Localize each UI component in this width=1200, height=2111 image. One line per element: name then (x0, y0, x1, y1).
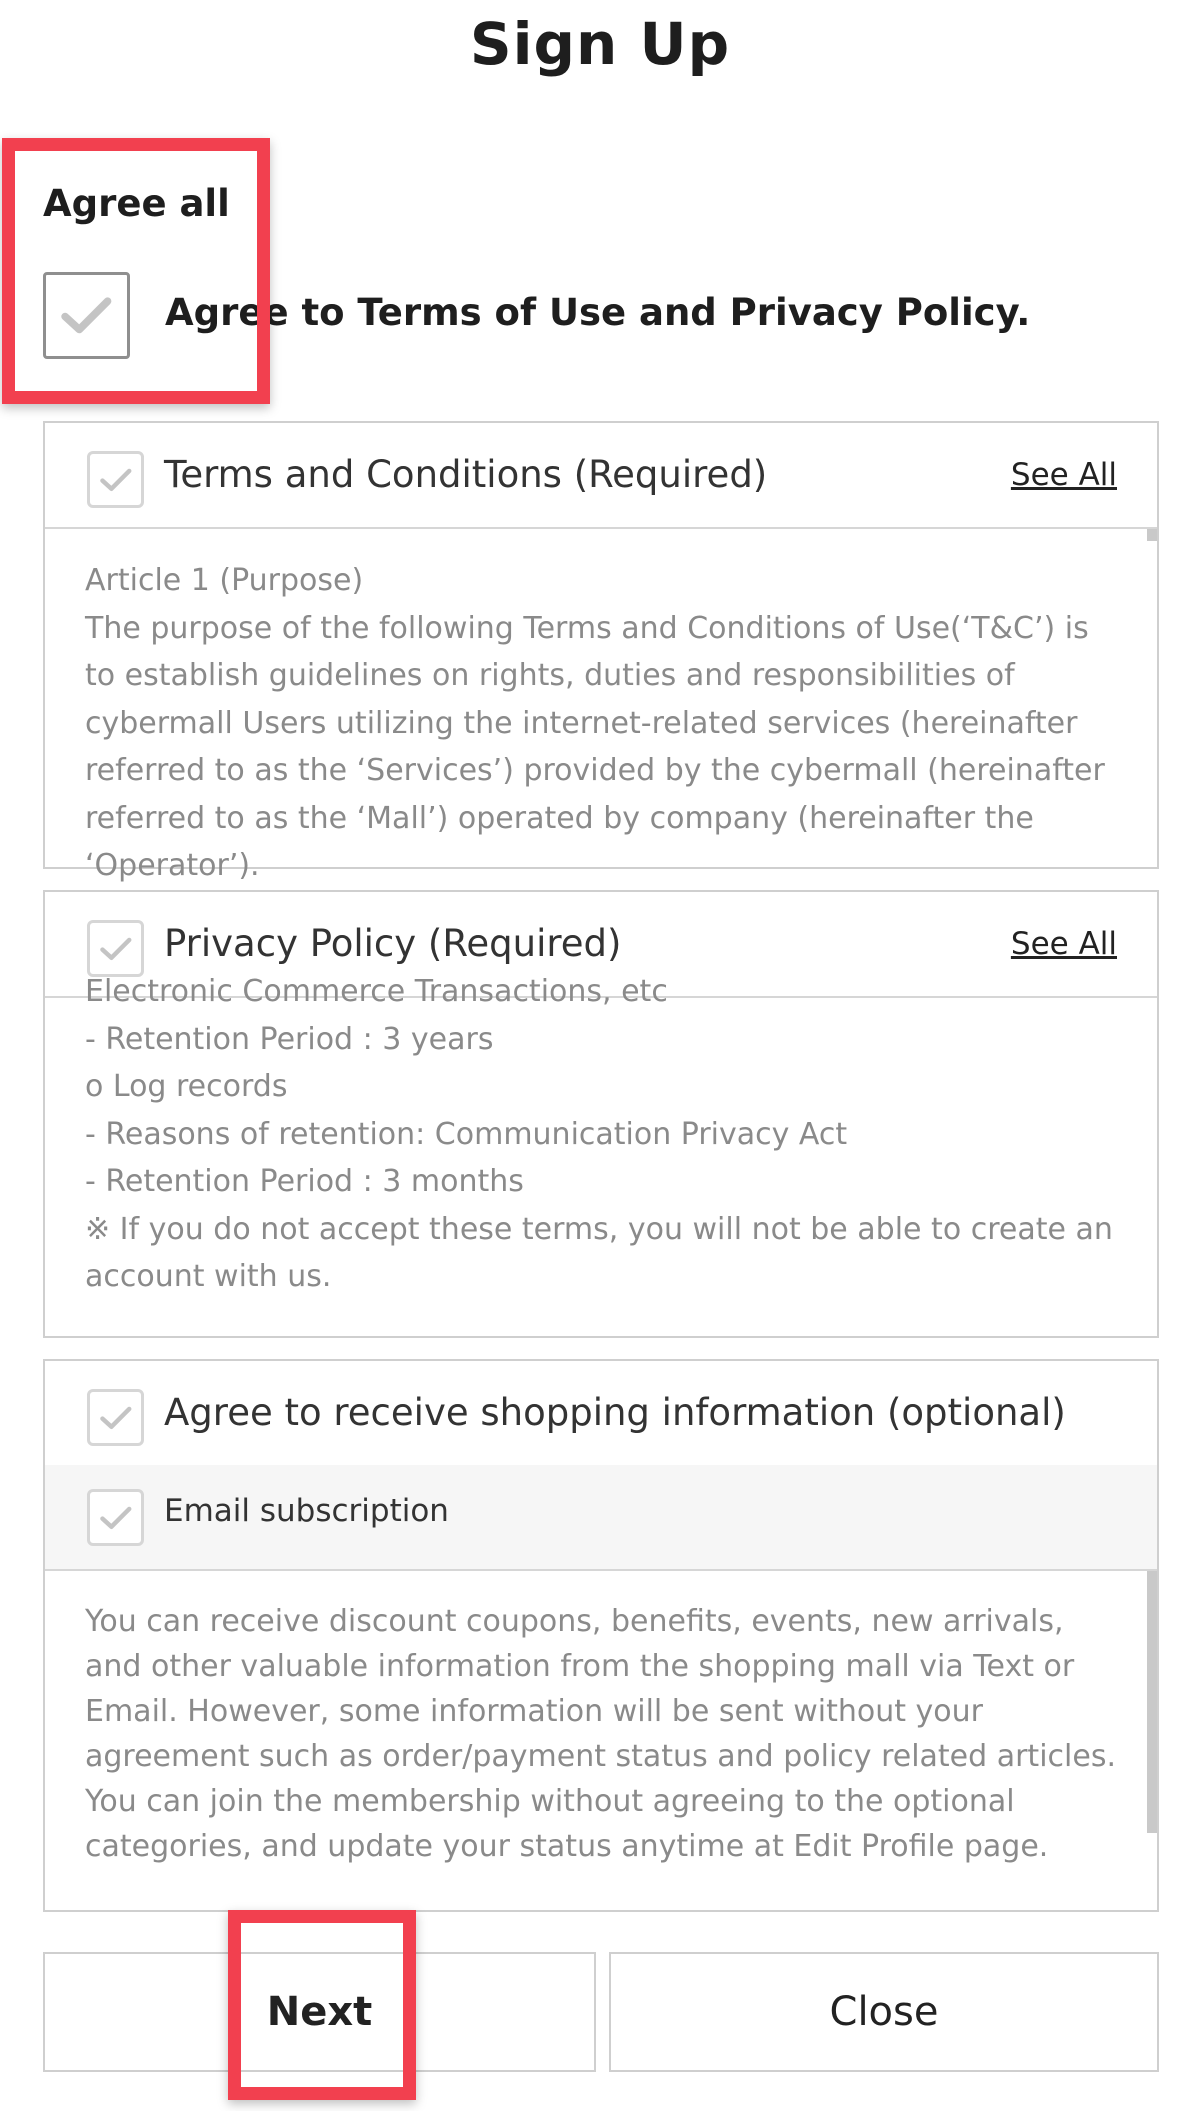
agree-all-label: Agree to Terms of Use and Privacy Policy. (165, 291, 1031, 334)
privacy-line: ※ If you do not accept these terms, you will not be able to create an account with us. (85, 1211, 1113, 1294)
close-button[interactable]: Close (609, 1952, 1159, 2072)
shopping-scrollbar[interactable] (1147, 1571, 1157, 1833)
agree-all-checkbox[interactable] (43, 272, 130, 359)
shopping-line: You can receive discount coupons, benefits, events, new arrivals, and other valuable information from the shopping mall via Text or Email. However, some information will be sent without your agreement such as order/payment status and policy related articles. (85, 1604, 1116, 1774)
check-icon (98, 1400, 134, 1436)
shopping-line: You can join the membership without agreeing to the optional categories, and update your status anytime at Edit Profile page. (85, 1784, 1049, 1864)
terms-checkbox[interactable] (87, 451, 144, 508)
check-icon (98, 931, 134, 967)
terms-see-all-link[interactable]: See All (1010, 457, 1117, 493)
terms-line: Article 1 (Purpose) (85, 563, 364, 598)
terms-line: The purpose of the following Terms and Conditions of Use(‘T&C’) is to establish guidelines on rights, duties and responsibilities of cybermall Users utilizing the internet-related services (hereinafter referred to as the ‘Services’) provided by the cybermall (hereinafter referred to as the ‘Mall’) operated by company (hereinafter the ‘Operator’). (85, 610, 1105, 883)
agree-all-heading: Agree all (43, 182, 230, 225)
privacy-content[interactable] (45, 974, 1157, 1336)
next-button[interactable]: Next (43, 1952, 596, 2072)
shopping-label: Agree to receive shopping information (optional) (164, 1391, 1066, 1434)
terms-content[interactable] (45, 529, 1157, 883)
terms-section (43, 421, 1159, 883)
privacy-see-all-link[interactable]: See All (1010, 926, 1117, 962)
privacy-section (43, 890, 1159, 1338)
terms-label: Terms and Conditions (Required) (164, 453, 768, 496)
shopping-content[interactable] (45, 1571, 1157, 1910)
privacy-line: - Retention Period : 3 years (85, 1021, 494, 1057)
shopping-header (45, 1361, 1157, 1467)
shopping-section (43, 1359, 1159, 1912)
privacy-line: - Reasons of retention: Communication Privacy Act (85, 1116, 848, 1152)
terms-header (45, 423, 1157, 529)
email-subscription-checkbox[interactable] (87, 1489, 144, 1546)
privacy-label: Privacy Policy (Required) (164, 922, 622, 965)
check-icon (98, 462, 134, 498)
terms-scrollbar[interactable] (1147, 529, 1157, 541)
privacy-line: - Retention Period : 3 months (85, 1164, 524, 1199)
page-title: Sign Up (469, 10, 731, 78)
privacy-line: o Log records (85, 1069, 288, 1104)
email-subscription-row (45, 1465, 1157, 1571)
highlight-box (2, 138, 270, 404)
privacy-line: Electronic Commerce Transactions, etc (85, 974, 668, 1009)
check-icon (98, 1500, 134, 1536)
shopping-checkbox[interactable] (87, 1389, 144, 1446)
email-subscription-label: Email subscription (164, 1493, 449, 1529)
check-icon (58, 287, 115, 344)
